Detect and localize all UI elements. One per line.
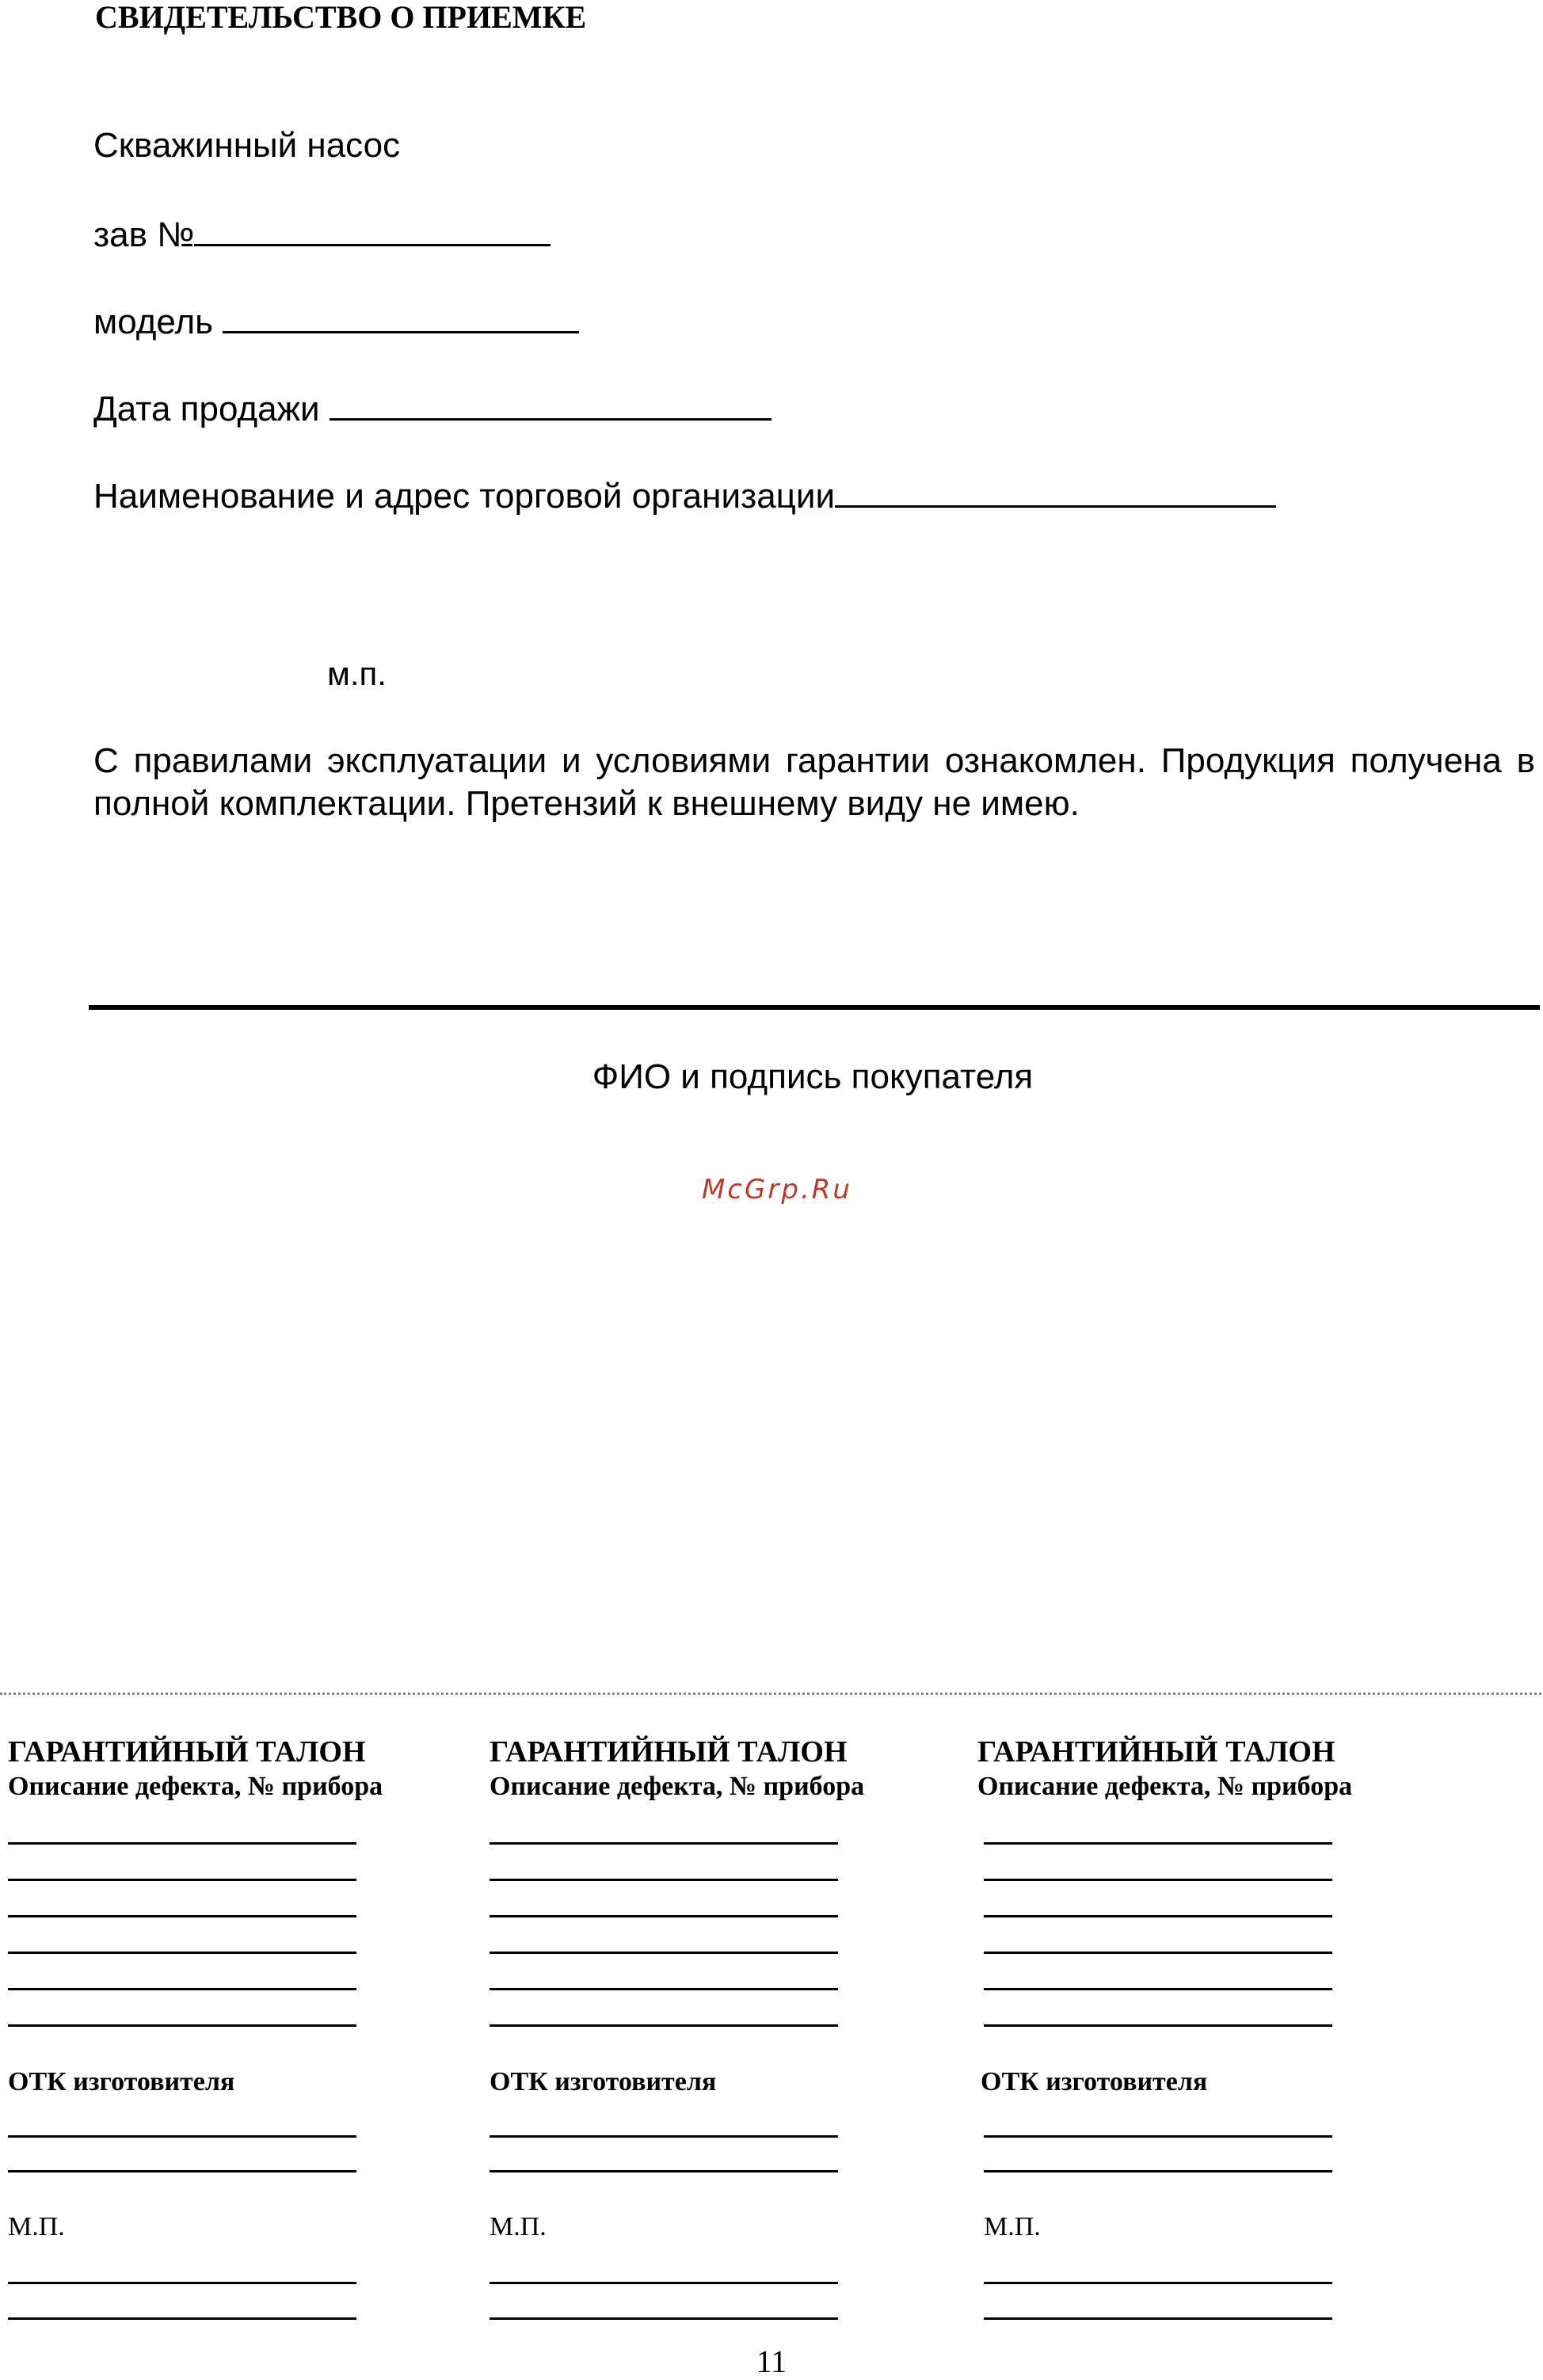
coupon-description-label: Описание дефекта, № прибора [977,1772,1353,1801]
coupon-description-label: Описание дефекта, № прибора [8,1772,383,1801]
sale-date-field[interactable] [93,387,772,430]
cut-line [0,1693,1541,1695]
otk-line[interactable] [490,2170,838,2172]
defect-line[interactable] [984,1879,1332,1881]
page-number: 11 [756,2344,787,2379]
serial-number-blank[interactable] [194,212,551,246]
coupon-stamp-label: М.П. [8,2212,65,2241]
otk-line[interactable] [490,2135,838,2138]
stamp-line[interactable] [490,2282,838,2284]
defect-line[interactable] [8,1879,356,1881]
warranty-coupon-3 [977,1735,1453,2241]
document-title: СВИДЕТЕЛЬСТВО О ПРИЕМКЕ [95,0,587,35]
model-blank[interactable] [223,299,579,333]
stamp-label: м.п. [327,655,387,692]
defect-line[interactable] [490,1879,838,1881]
defect-line[interactable] [490,1952,838,1954]
stamp-line[interactable] [8,2282,356,2284]
otk-line[interactable] [984,2135,1332,2138]
otk-line[interactable] [984,2170,1332,2172]
model-label: модель [93,303,214,341]
stamp-line[interactable] [490,2317,838,2320]
defect-line[interactable] [984,1952,1332,1954]
defect-line[interactable] [984,1915,1332,1917]
stamp-line[interactable] [984,2317,1332,2320]
defect-line[interactable] [490,1915,838,1917]
warranty-coupon-1 [8,1735,483,2241]
serial-number-field[interactable] [93,212,551,256]
otk-line[interactable] [8,2170,356,2172]
defect-line[interactable] [984,1988,1332,1990]
defect-line[interactable] [490,1842,838,1845]
sale-date-label: Дата продажи [93,390,320,428]
serial-number-label: зав № [93,215,195,254]
warranty-coupon-2 [490,1735,965,2241]
product-name: Скважинный насос [93,126,401,165]
signature-line[interactable] [89,1005,1540,1010]
model-field[interactable] [93,299,579,343]
coupon-stamp-label: М.П. [984,2212,1041,2241]
defect-line[interactable] [8,1988,356,1990]
defect-line[interactable] [8,1842,356,1845]
watermark: McGrp.Ru [702,1174,852,1205]
coupon-title: ГАРАНТИЙНЫЙ ТАЛОН [8,1735,366,1769]
otk-label: ОТК изготовителя [981,2067,1208,2096]
consent-statement: С правилами эксплуатации и условиями гарантии ознакомлен. Продукция получена в полной комплектации. Претензий к внешнему виду не имею. [93,741,1535,823]
signature-caption: ФИО и подпись покупателя [592,1057,1034,1096]
coupon-description-label: Описание дефекта, № прибора [490,1772,865,1801]
defect-line[interactable] [984,2024,1332,2027]
otk-label: ОТК изготовителя [8,2067,235,2096]
defect-line[interactable] [8,1952,356,1954]
defect-line[interactable] [8,2024,356,2027]
seller-blank[interactable] [835,474,1276,508]
defect-line[interactable] [490,2024,838,2027]
stamp-line[interactable] [8,2317,356,2320]
coupon-stamp-label: М.П. [490,2212,547,2241]
otk-label: ОТК изготовителя [490,2067,717,2096]
stamp-line[interactable] [984,2282,1332,2284]
defect-line[interactable] [984,1842,1332,1845]
seller-field[interactable] [93,474,1276,517]
defect-line[interactable] [8,1915,356,1917]
coupon-title: ГАРАНТИЙНЫЙ ТАЛОН [490,1735,848,1769]
seller-label: Наименование и адрес торговой организации [93,477,836,516]
coupon-title: ГАРАНТИЙНЫЙ ТАЛОН [977,1735,1335,1769]
otk-line[interactable] [8,2135,356,2138]
sale-date-blank[interactable] [330,387,772,421]
defect-line[interactable] [490,1988,838,1990]
